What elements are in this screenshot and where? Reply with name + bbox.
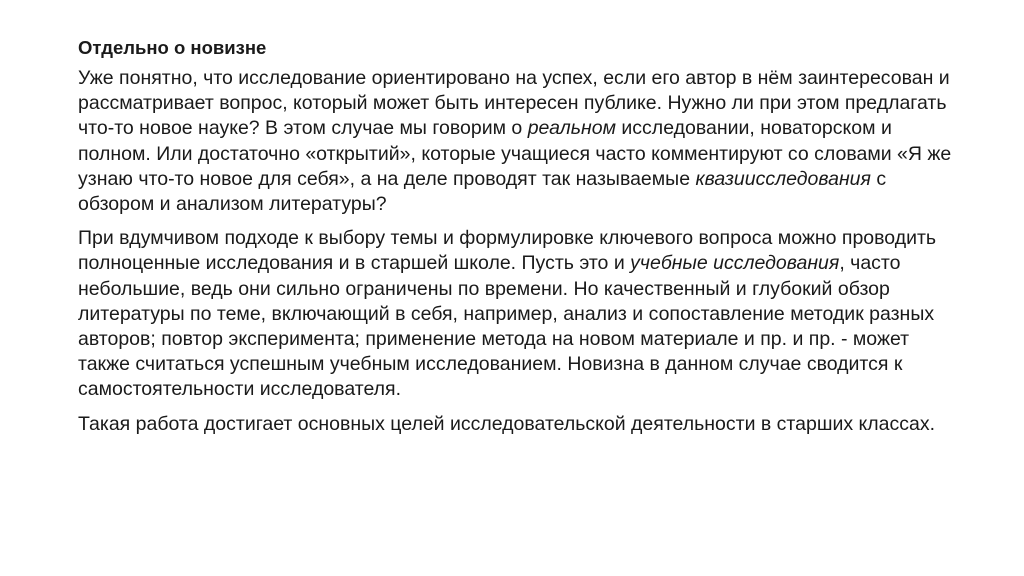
section-heading: Отдельно о новизне <box>78 37 267 58</box>
paragraph-2-emphasis-1: учебные исследования <box>630 252 840 275</box>
paragraph-1-emphasis-2: квазиисследования <box>695 167 871 190</box>
paragraph-1-text-b: исследовании, новаторском и полном. Или достаточно «открытий», которые учащиеся часто комментируют со словами «Я же узнаю что-то новое для себя», а на деле проводят так называемые <box>78 117 952 190</box>
paragraph-2-text-b: , часто небольшие, ведь они сильно ограничены по времени. Но качественный и глубокий обзор литературы по теме, включающий в себя, например, анализ и сопоставление методик разных авторов; повтор эксперимента; применение метода на новом материале и пр. и пр. - может также считаться успешным учебным исследованием. Новизна в данном случае сводится к самостоятельности исследователя. <box>78 252 935 401</box>
paragraph-3 <box>78 412 958 437</box>
paragraph-1 <box>78 66 958 217</box>
paragraph-3-text: Такая работа достигает основных целей исследовательской деятельности в старших классах. <box>78 412 936 435</box>
paragraph-2 <box>78 226 958 402</box>
slide-content <box>78 36 958 446</box>
paragraph-1-emphasis-1: реальном <box>527 117 616 140</box>
paragraph-2-text-a: При вдумчивом подходе к выбору темы и формулировке ключевого вопроса можно проводить полноценные исследования и в старшей школе. Пусть это и <box>78 227 937 275</box>
paragraph-1-text-c: с обзором и анализом литературы? <box>78 167 887 216</box>
paragraph-1-text-a: Уже понятно, что исследование ориентировано на успех, если его автор в нём заинтересован и рассматривает вопрос, который может быть интересен публике. Нужно ли при этом предлагать что-то новое науке? В этом случае мы говорим о <box>78 67 950 140</box>
